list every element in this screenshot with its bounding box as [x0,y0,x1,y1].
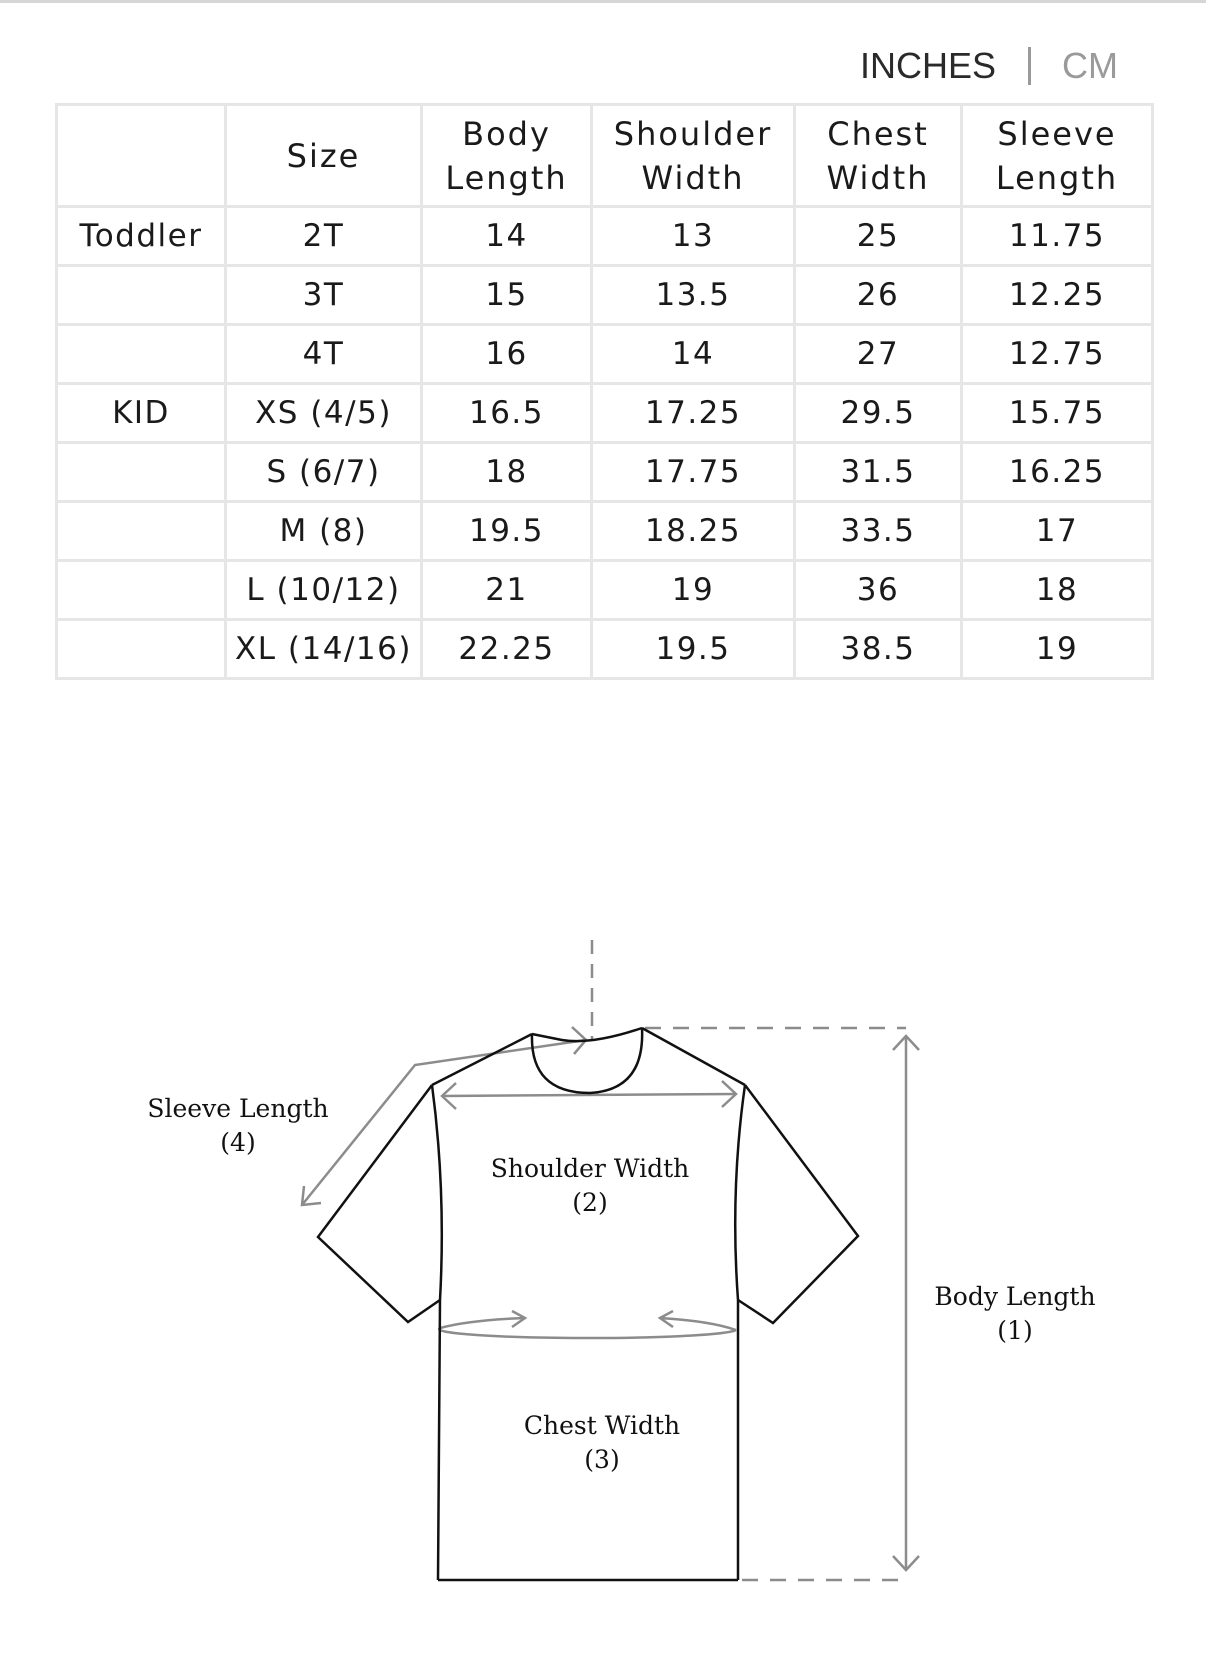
chest-width-cell: 29.5 [795,384,962,443]
size-cell: M (8) [226,502,422,561]
body-length-cell: 19.5 [422,502,592,561]
table-row [57,266,1153,325]
size-cell: S (6/7) [226,443,422,502]
header-group [57,105,226,207]
body-length-cell: 18 [422,443,592,502]
chest-ellipse-back-right [660,1318,736,1330]
unit-cm-button[interactable]: CM [1062,45,1119,86]
table-row [57,325,1153,384]
chest-width-cell: 36 [795,561,962,620]
body-length-cell: 16.5 [422,384,592,443]
body-length-cell: 21 [422,561,592,620]
shoulder-width-arrow [442,1094,736,1096]
table-row [57,561,1153,620]
top-divider [0,0,1206,3]
chest-width-cell: 25 [795,207,962,266]
shoulder-width-cell: 13 [592,207,795,266]
right-shoulder [642,1028,745,1085]
shoulder-width-cell: 18.25 [592,502,795,561]
size-chart-table [55,103,1154,680]
group-cell: Toddler [57,207,226,266]
right-body-side [735,1085,745,1580]
unit-inches-button[interactable]: INCHES [860,45,997,86]
table-row [57,502,1153,561]
group-cell [57,325,226,384]
size-cell: 3T [226,266,422,325]
shoulder-width-cell: 14 [592,325,795,384]
unit-separator [1028,47,1031,85]
body-length-cell: 14 [422,207,592,266]
right-sleeve [738,1085,858,1323]
size-cell: 4T [226,325,422,384]
shoulder-width-cell: 19 [592,561,795,620]
group-cell [57,443,226,502]
sleeve-length-cell: 12.25 [962,266,1153,325]
size-cell: L (10/12) [226,561,422,620]
size-cell: 2T [226,207,422,266]
body-length-cell: 15 [422,266,592,325]
size-cell: XL (14/16) [226,620,422,679]
sleeve-length-cell: 17 [962,502,1153,561]
table-row [57,620,1153,679]
left-sleeve [318,1085,440,1322]
sleeve-length-cell: 19 [962,620,1153,679]
sleeve-length-cell: 15.75 [962,384,1153,443]
shoulder-width-label: Shoulder Width (2) [490,1154,690,1217]
shoulder-width-cell: 17.75 [592,443,795,502]
chest-width-label: Chest Width (3) [523,1411,681,1474]
chest-width-cell: 27 [795,325,962,384]
chest-ellipse-front [439,1328,736,1338]
sleeve-length-cell: 18 [962,561,1153,620]
shirt-outline [318,1028,858,1580]
table-row [57,384,1153,443]
header-sleeve-length: Sleeve Length [962,105,1153,207]
table-header-row [57,105,1153,207]
unit-toggle [860,44,1118,88]
sleeve-length-cell: 12.75 [962,325,1153,384]
measurement-diagram [0,920,1206,1620]
group-cell [57,266,226,325]
shoulder-width-cell: 17.25 [592,384,795,443]
table-row [57,207,1153,266]
size-cell: XS (4/5) [226,384,422,443]
group-cell: KID [57,384,226,443]
table-row [57,443,1153,502]
chest-width-cell: 33.5 [795,502,962,561]
header-size: Size [226,105,422,207]
group-cell [57,620,226,679]
body-length-label: Body Length (1) [934,1282,1096,1345]
body-length-cell: 16 [422,325,592,384]
chest-width-cell: 38.5 [795,620,962,679]
sleeve-length-cell: 16.25 [962,443,1153,502]
neck-back [532,1028,642,1041]
sleeve-length-cell: 11.75 [962,207,1153,266]
left-body-side [432,1085,442,1580]
header-body-length: Body Length [422,105,592,207]
shoulder-width-cell: 19.5 [592,620,795,679]
sleeve-length-label: Sleeve Length (4) [147,1094,329,1157]
shoulder-width-cell: 13.5 [592,266,795,325]
group-cell [57,561,226,620]
header-chest-width: Chest Width [795,105,962,207]
chest-width-cell: 31.5 [795,443,962,502]
group-cell [57,502,226,561]
header-shoulder-width: Shoulder Width [592,105,795,207]
chest-width-cell: 26 [795,266,962,325]
body-length-cell: 22.25 [422,620,592,679]
